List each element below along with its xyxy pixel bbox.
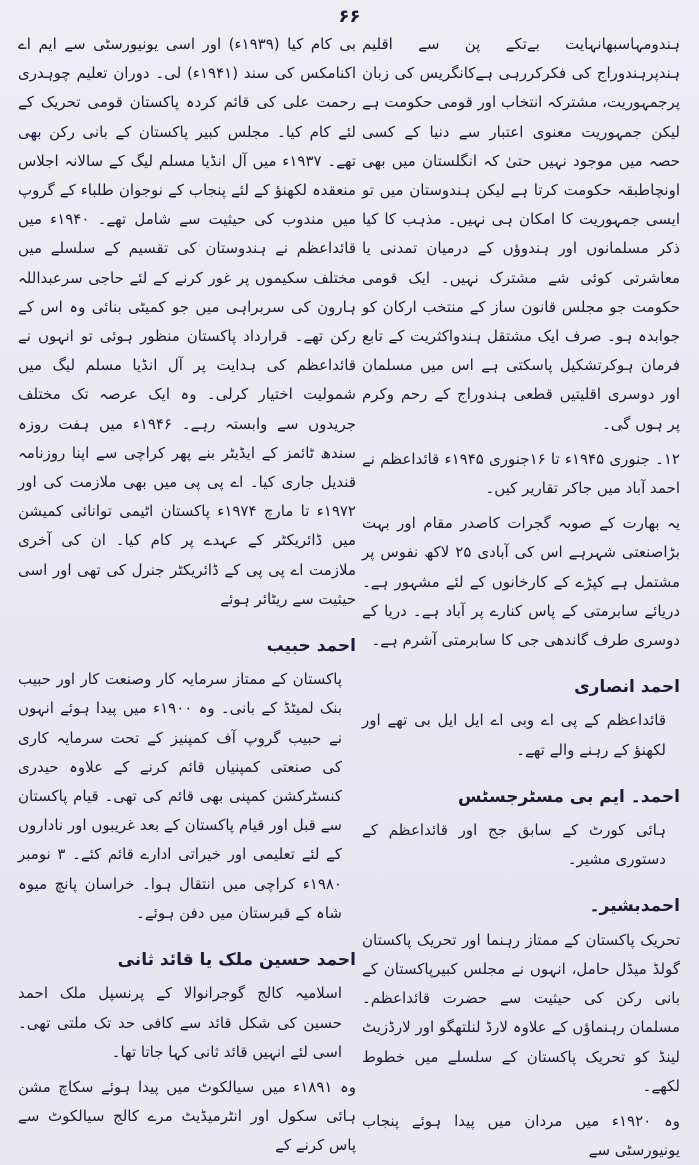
item-12-paragraph: ۱۲۔ جنوری ۱۹۴۵ء تا ۱۶جنوری ۱۹۴۵ء قائداعظم نے احمد آباد میں جاکر تقاریر کیں۔ (362, 449, 680, 498)
entry-heading-ahmad-hussain-malik: احمد حسین ملک یا قائد ثانی (117, 950, 356, 971)
entry-text-ahmad-ansari: قائداعظم کے پی اے وبی اے ایل ایل بی تھے اور لکھنؤ کے رہنے والے تھے۔ (362, 711, 666, 759)
page-number: ۶۶ (338, 6, 361, 27)
gujarat-paragraph: یہ بھارت کے صوبہ گجرات کاصدر مقام اور بہت بڑاصنعتی شہرہے اس کی آبادی ۲۵ لاکھ نفوس پر مشتمل ہے کپڑے کے کارخانوں کے لئے مشہور ہے۔ دریائے سابرمتی کے پاس کنارے پر آباد ہے۔ دریا کے دوسری طرف گاندھی جی کا سابرمتی آشرم ہے۔ (362, 514, 680, 650)
entry-text-ahmad-habib: پاکستان کے ممتاز سرمایہ کار وصنعت کار اور حبیب بنک لمیٹڈ کے بانی۔ وہ ۱۹۰۰ء میں پیدا ہوئے انہوں نے حبیب گروپ آف کمپنیز کے تحت سرمایہ کاری کی صنعتی کمپنیاں قائم کرنے کے علاوہ حیدری کنسٹرکشن کمپنی بھی قائم کی تھی۔ قیام پاکستان سے قبل اور قیام پاکستان کے بعد غریبوں اور ناداروں کے لئے تعلیمی اور خیراتی ادارے قائم کئے۔ ۳ نومبر ۱۹۸۰ء کراچی میں انتقال ہوا۔ خراسان پانچ میوہ شاہ کے قبرستان میں دفن ہوئے۔ (18, 670, 343, 922)
entry-text-ahmad-hussain-malik: اسلامیہ کالج گوجرانوالا کے پرنسپل ملک احمد حسین کی شکل قائد سے کافی حد تک ملتی تھی۔ اسی لئے انہیں قائد ثانی کہا جاتا تھا۔ (18, 984, 342, 1061)
entry-text-ahmad-bashir: تحریک پاکستان کے ممتاز رہنما اور تحریک پاکستان گولڈ میڈل حامل، انہوں نے مجلس کبیرپاکستان کے بانی رکن کی حیثیت سے حضرت قائداعظم۔ مسلمان رہنماؤں کے علاوہ لارڈ لنلتھگو اور لارڈزیٹ لینڈ کو تحریک پاکستان کے سلسلے میں خطوط لکھے۔ (362, 930, 680, 1095)
right-column (362, 30, 680, 1160)
entry-text-justice: ہائی کورٹ کے سابق جج اور قائداعظم کے دستوری مشیر۔ (362, 821, 666, 869)
entry-heading-ahmad-habib: احمد حبیب (266, 636, 356, 657)
entry-heading-ahmad-bashir: احمدبشیر۔ (589, 896, 680, 917)
entry-heading-justice: احمد۔ ایم بی مسٹرجسٹس (458, 786, 680, 807)
entry-text-ahmad-bashir-birth: وہ ۱۹۲۰ء میں مردان میں پیدا ہوئے پنجاب یونیورسٹی سے (362, 1111, 680, 1160)
continuation-paragraph: بی کام کیا (۱۹۳۹ء) اور اسی یونیورسٹی سے ایم اے اکنامکس کی سند (۱۹۴۱ء) لی۔ دوران تعلیم چوہدری رحمت علی کی قائم کردہ پاکستان قومی تحریک کے لئے کام کیا۔ مجلس کبیر پاکستان کے بانی رکن بھی تھے۔ ۱۹۳۷ء میں آل انڈیا مسلم لیگ کے سالانہ اجلاس منعقدہ لکھنؤ کے لئے پنجاب کے نوجوان طلباء کے گروپ میں مندوب کی حیثیت سے شامل تھے۔ ۱۹۴۰ء میں قائداعظم نے ہندوستان کی تقسیم کے سلسلے میں مختلف سکیموں پر غور کرنے کے لئے حاجی سرعبداللہ ہارون کی سربراہی میں جو کمیٹی بنائی وہ اس کے رکن تھے۔ قرارداد پاکستان منظور ہوئی تو انہوں نے قائداعظم کی ہدایت پر آل انڈیا مسلم لیگ میں شمولیت اختیار کرلی۔ وہ ایک عرصہ تک مختلف جریدوں سے وابستہ رہے۔ ۱۹۴۶ء میں ہفت روزہ سندھ ٹائمز کے ایڈیٹر بنے پھر کراچی سے اپنا روزنامہ قندیل جاری کیا۔ اے پی پی میں بھی ملازمت کی اور ۱۹۷۲ء تا مارچ ۱۹۷۴ء پاکستان اٹیمی توانائی کمیشن میں ڈائریکٹر کے عہدے پر کام کیا۔ ان کی آخری ملازمت اے پی پی کے ڈائریکٹر جنرل کی تھی اور اسی حیثیت سے ریٹائر ہوئے (18, 35, 356, 608)
left-column (18, 30, 356, 1155)
intro-paragraph: ہندومہاسبھانہایت بےتکے پن سے اقلیم ہندپرہندوراج کی فکرکررہی ہےکانگریس کی زبان پرجمہوریت، مشترکہ انتخاب اور قومی حکومت ہے لیکن جمہوریت معنوی اعتبار سے دنیا کے کسی حصہ میں موجود نہیں حتیٰ کہ انگلستان میں بھی اونچاطبقہ حکومت کرتا ہے لیکن ہندوستان میں تو ایسی جمہوریت کا امکان ہی نہیں۔ مذہب کا کیا ذکر مسلمانوں اور ہندوؤں کے درمیان تمدنی یا معاشرتی کوئی شے مشترک نہیں۔ ایک قومی حکومت جو مجلس قانون ساز کے منتخب ارکان کو جوابدہ ہو۔ صرف ایک مشتقل ہندواکثریت کے تابع فرمان ہوکرتشکیل پاسکتی ہے اس میں مسلمان اور دوسری اقلیتیں قطعی ہندوراج کے رحم وکرم پر ہوں گی۔ (362, 35, 680, 433)
entry-text-ahmad-hussain-malik-birth: وہ ۱۸۹۱ء میں سیالکوٹ میں پیدا ہوئے سکاچ مشن ہائی سکول اور انٹرمیڈیٹ مرے کالج سیالکوٹ سے پاس کرنے کے (18, 1077, 356, 1155)
entry-heading-ahmad-ansari: احمد انصاری (574, 677, 680, 698)
